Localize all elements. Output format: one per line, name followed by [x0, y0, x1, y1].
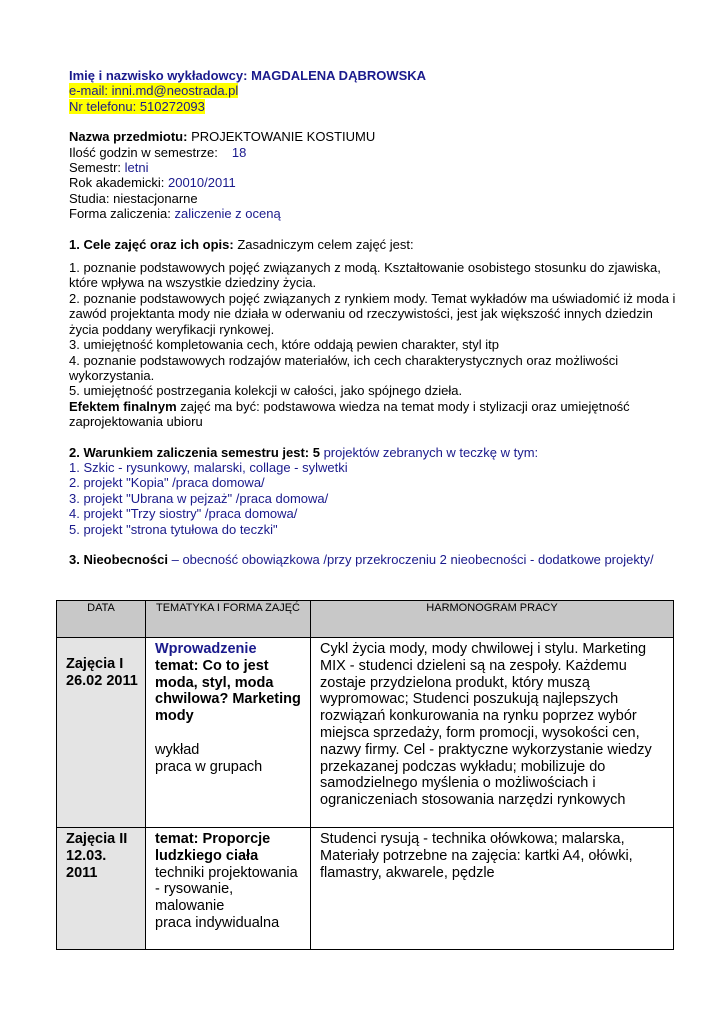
project-item: 3. projekt "Ubrana w pejzaż" /praca domowa/	[69, 490, 329, 506]
row-topic-bold: temat: Co to jest moda, styl, moda chwilowa? Marketing mody	[155, 657, 301, 725]
section1-heading-rest: Zasadniczym celem zajęć jest:	[233, 236, 414, 252]
row-date: Zajęcia II 12.03. 2011	[57, 828, 146, 950]
effect-text: zajęć ma być: podstawowa wiedza na temat mody i stylizacji oraz umiejętność zaprojektowania ubioru	[69, 398, 630, 430]
goal-item: 2. poznanie podstawowych pojęć związanych z rynkiem mody. Temat wykładów ma uświadomić iż moda i zawód projektanta mody nie działa w oderwaniu od rzeczywistości, jest jak większość innych dziedzin życia poddany weryfikacji rynkowej.	[69, 290, 676, 337]
header-date: DATA	[57, 601, 146, 638]
table-header-row	[57, 601, 674, 638]
course-semester-value: letni	[121, 160, 149, 176]
goal-item: 4. poznanie podstawowych rodzajów materiałów, ich cech charakterystycznych oraz możliwości wykorzystania.	[69, 352, 619, 383]
project-item: 4. projekt "Trzy siostry" /praca domowa/	[69, 506, 298, 522]
section2-heading-rest: projektów zebranych w teczkę w tym:	[319, 444, 539, 460]
row-topic-form: wykład praca w grupach	[155, 741, 263, 775]
course-name-label: Nazwa przedmiotu:	[69, 129, 188, 145]
course-year-value: 20010/2011	[164, 175, 236, 191]
lecturer-name: Imię i nazwisko wykładowcy: MAGDALENA DĄBROWSKA	[69, 68, 427, 83]
course-name-value: PROJEKTOWANIE KOSTIUMU	[187, 129, 376, 145]
section3-text: – obecność obowiązkowa /przy przekroczeniu 2 nieobecności - dodatkowe projekty/	[167, 551, 654, 567]
schedule-table	[56, 600, 674, 950]
syllabus-document	[69, 68, 679, 567]
table-row	[57, 828, 674, 950]
table-row	[57, 638, 674, 828]
header-topic: TEMATYKA I FORMA ZAJĘĆ	[146, 601, 311, 638]
lecturer-email: e-mail: inni.md@neostrada.pl	[69, 83, 239, 99]
goal-item: 5. umiejętność postrzegania kolekcji w całości, jako spójnego dzieła.	[69, 383, 463, 399]
effect-label: Efektem finalnym	[69, 398, 177, 414]
goal-item: 3. umiejętność kompletowania cech, które oddają pewien charakter, styl itp	[69, 337, 499, 353]
project-item: 2. projekt "Kopia" /praca domowa/	[69, 475, 265, 491]
course-hours-label: Ilość godzin w semestrze:	[69, 144, 218, 160]
row-schedule: Cykl życia mody, mody chwilowej i stylu. Marketing MIX - studenci dzieleni są na zespoły. Każdemu zostaje przydzielona produkt, który muszą wypromowac; Studenci poszukują najlepszych rozwiązań konkurowania na rynku poprzez wybór miejsca sprzedaży, form promocji, wysokości cen, nazwy firmy. Cel - praktyczne wykorzystanie wiedzy przekazanej podczas wykładu; mobilizuje do samodzielnego myślenia o możliwościach i ograniczeniach stosowania narzędzi rynkowych	[311, 638, 674, 828]
lecturer-phone: Nr telefonu: 510272093	[69, 98, 205, 114]
course-year-label: Rok akademicki:	[69, 175, 165, 191]
project-item: 5. projekt "strona tytułowa do teczki"	[69, 521, 278, 537]
row-date: Zajęcia I 26.02 2011	[57, 638, 146, 828]
row-schedule: Studenci rysują - technika ołówkowa; malarska, Materiały potrzebne na zajęcia: kartki A4, ołówki, flamastry, akwarele, pędzle	[311, 828, 674, 950]
row-topic-title: Wprowadzenie	[155, 641, 257, 657]
section3-heading: 3. Nieobecności	[69, 551, 168, 567]
course-form-label: Forma zaliczenia:	[69, 206, 171, 222]
course-form-value: zaliczenie z oceną	[170, 206, 281, 222]
project-item: 1. Szkic - rysunkowy, malarski, collage - sylwetki	[69, 459, 348, 475]
section2-heading: 2. Warunkiem zaliczenia semestru jest: 5	[69, 444, 320, 460]
row-topic	[146, 638, 311, 828]
header-schedule: HARMONOGRAM PRACY	[311, 601, 674, 638]
course-studies: Studia: niestacjonarne	[69, 190, 198, 206]
course-semester-label: Semestr:	[69, 160, 122, 176]
course-hours-value: 18	[231, 144, 247, 160]
row-topic	[146, 828, 311, 950]
row-topic-form: techniki projektowania - rysowanie, malowanie praca indywidualna	[155, 864, 298, 931]
goal-item: 1. poznanie podstawowych pojęć związanych z modą. Kształtowanie osobistego stosunku do zjawiska, które wpływa na wszystkie dziedziny życia.	[69, 260, 661, 291]
row-topic-bold: temat: Proporcje ludzkiego ciała	[155, 831, 271, 864]
section1-heading: 1. Cele zajęć oraz ich opis:	[69, 236, 234, 252]
